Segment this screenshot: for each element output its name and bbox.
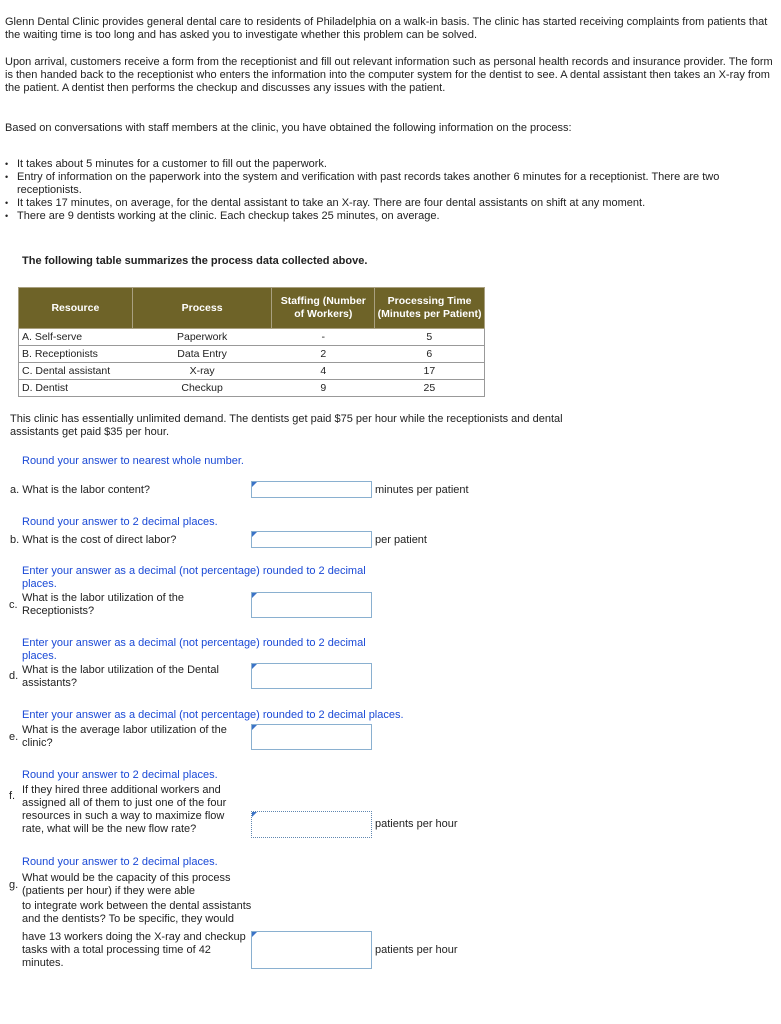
intro-paragraph-2: Upon arrival, customers receive a form from the receptionist and fill out relevant information such as personal health records and insurance provider. The form is then handed back to the receptionist who enters the information into the computer system for the dentist to see. A dental assistant then takes an X-ray from the patient. A dentist then performs the checkup and discusses any issues with the patient. [5,56,773,94]
question-text: What is the labor content? [22,484,151,496]
answer-a-input[interactable] [251,481,372,498]
table-row [19,363,485,380]
instruction-b: Round your answer to 2 decimal places. [22,516,218,528]
list-item: • It takes about 5 minutes for a customer to fill out the paperwork. [5,158,775,171]
intro-paragraph-1: Glenn Dental Clinic provides general dental care to residents of Philadelphia on a walk-in basis. The clinic has started receiving complaints from patients that the waiting time is too long and has asked you to investigate whether this problem can be solved. [5,16,768,41]
list-item: • Entry of information on the paperwork into the system and verification with past records takes another 6 minutes for a receptionist. There are two receptionists. [5,171,775,197]
question-c-text: What is the labor utilization of the Receptionists? [22,592,185,617]
table-row [19,380,485,397]
table-cell: 5 [375,329,485,346]
table-header: Process [132,288,272,329]
table-row [19,329,485,346]
table-header-row [19,288,485,329]
process-facts-list [5,158,775,223]
table-header: Resource [19,288,133,329]
table-cell: A. Self-serve [19,329,133,346]
intro-paragraph-3: Based on conversations with staff members at the clinic, you have obtained the following information on the process: [5,122,572,134]
answer-d-input[interactable] [251,663,372,689]
demand-text: This clinic has essentially unlimited demand. The dentists get paid $75 per hour while the receptionists and dental assistants get paid $35 per hour. [10,413,563,438]
table-row [19,346,485,363]
table-cell: X-ray [132,363,272,380]
question-g-text-2: to integrate work between the dental assistants and the dentists? To be specific, they would [22,900,252,925]
answer-c-input[interactable] [251,592,372,618]
question-text: What is the cost of direct labor? [22,534,177,546]
instruction-d: Enter your answer as a decimal (not percentage) rounded to 2 decimal places. [22,637,366,662]
list-item: • It takes 17 minutes, on average, for the dental assistant to take an X-ray. There are four dental assistants on shift at any moment. [5,197,775,210]
table-cell: Paperwork [132,329,272,346]
table-cell: C. Dental assistant [19,363,133,380]
question-label: b. [10,534,20,546]
table-cell: 17 [375,363,485,380]
question-label: f. [9,790,16,802]
question-label: d. [9,670,19,682]
table-cell: 6 [375,346,485,363]
unit-g: patients per hour [375,944,458,956]
table-cell: 4 [272,363,375,380]
instruction-f: Round your answer to 2 decimal places. [22,769,218,781]
question-b [10,534,176,547]
question-g-text-1: What would be the capacity of this process (patients per hour) if they were able [22,872,231,897]
answer-g-input[interactable] [251,931,372,969]
table-intro: The following table summarizes the process data collected above. [22,255,368,267]
unit-b: per patient [375,534,427,546]
unit-f: patients per hour [375,818,458,830]
question-label: c. [9,599,18,611]
answer-f-input[interactable] [251,811,372,838]
question-a [10,484,150,497]
table-cell: Data Entry [132,346,272,363]
table-header: Processing Time (Minutes per Patient) [375,288,485,329]
instruction-a: Round your answer to nearest whole number. [22,455,244,467]
answer-e-input[interactable] [251,724,372,750]
table-cell: 25 [375,380,485,397]
table-header: Staffing (Number of Workers) [272,288,375,329]
process-data-table [18,287,485,397]
table-cell: Checkup [132,380,272,397]
question-label: a. [10,484,20,496]
table-cell: 2 [272,346,375,363]
table-cell: - [272,329,375,346]
instruction-c: Enter your answer as a decimal (not percentage) rounded to 2 decimal places. [22,565,366,590]
unit-a: minutes per patient [375,484,469,496]
instruction-e: Enter your answer as a decimal (not percentage) rounded to 2 decimal places. [22,709,404,721]
table-cell: B. Receptionists [19,346,133,363]
question-g-text-3: have 13 workers doing the X-ray and checkup tasks with a total processing time of 42 minutes. [22,931,246,969]
table-cell: D. Dentist [19,380,133,397]
question-d-text: What is the labor utilization of the Dental assistants? [22,664,219,689]
list-item: • There are 9 dentists working at the clinic. Each checkup takes 25 minutes, on average. [5,210,775,223]
question-e-text: What is the average labor utilization of the clinic? [22,724,227,749]
question-f-text: If they hired three additional workers and assigned all of them to just one of the four resources in such a way to maximize flow rate, what will be the new flow rate? [22,784,227,835]
question-label: e. [9,731,19,743]
table-cell: 9 [272,380,375,397]
answer-b-input[interactable] [251,531,372,548]
instruction-g: Round your answer to 2 decimal places. [22,856,218,868]
question-label: g. [9,879,19,891]
